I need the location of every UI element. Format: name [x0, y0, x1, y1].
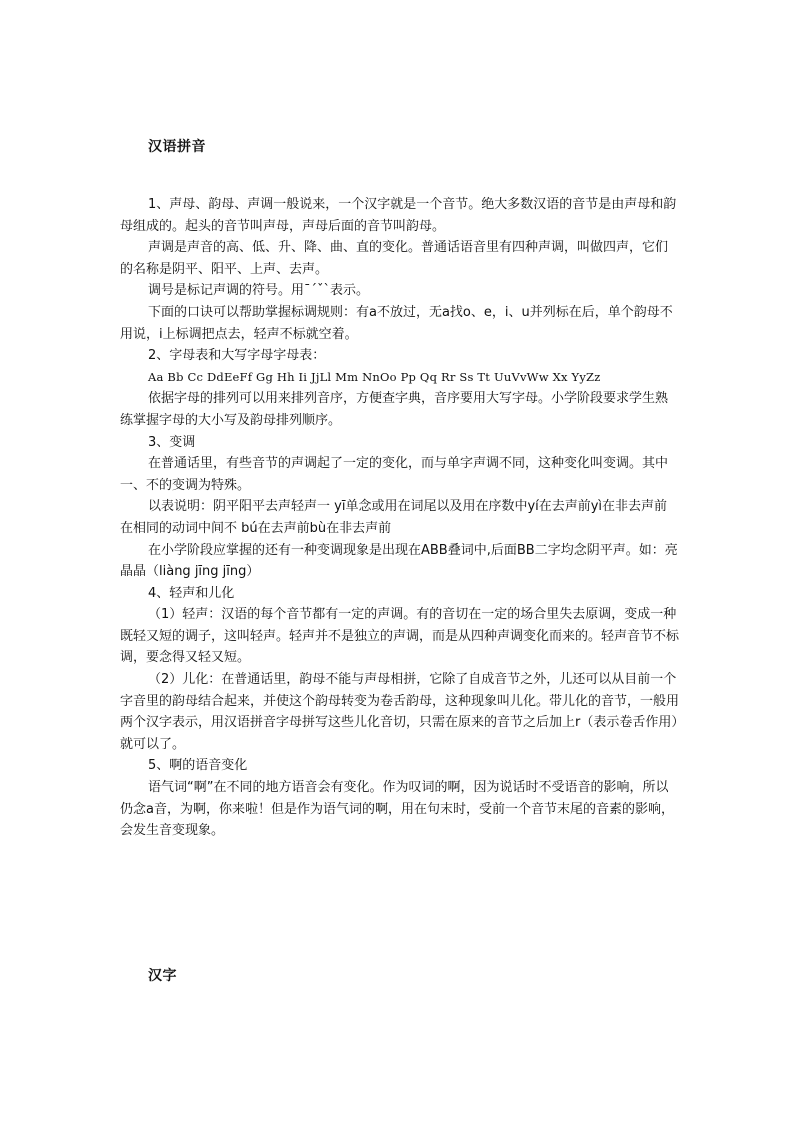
paragraph-tone-sandhi: 在普通话里，有些音节的声调起了一定的变化，而与单字声调不同，这种变化叫变调。其中一、不的变调为特殊。 — [120, 456, 669, 493]
paragraph-initials-finals: 1、声母、韵母、声调一般说来，一个汉字就是一个音节。绝大多数汉语的音节是由声母和韵母组成的。起头的音节叫声母，声母后面的音节叫韵母。 — [120, 197, 677, 234]
paragraph-alphabet-usage: 依据字母的排列可以用来排列音序，方便查字典，音序要用大写字母。小学阶段要求学生熟练掌握字母的大小写及韵母排列顺序。 — [120, 391, 669, 428]
paragraph-tone-rules: 下面的口诀可以帮助掌握标调规则：有a不放过，无a找o、e，i、u并列标在后，单个韵母不用说，i上标调把点去，轻声不标就空着。 — [120, 304, 673, 342]
paragraph-neutral-erhua-heading: 4、轻声和儿化 — [148, 585, 235, 601]
paragraph-abb-reduplication: 在小学阶段应掌握的还有一种变调现象是出现在ABB叠词中,后面BB二字均念阴平声。如：亮晶晶（liàng jīng jīng） — [120, 542, 678, 580]
paragraph-alphabet: Aa Bb Cc DdEeFf Gg Hh Ii JjLl Mm NnOo Pp Qq Rr Ss Tt UuVvWw Xx YyZz — [148, 369, 601, 384]
paragraph-tones: 声调是声音的高、低、升、降、曲、直的变化。普通话语音里有四种声调，叫做四声，它们的名称是阴平、阳平、上声、去声。 — [120, 240, 669, 277]
paragraph-erhua: （2）儿化：在普通话里，韵母不能与声母相拼，它除了自成音节之外，儿还可以从目前一个字音里的韵母结合起来，并使这个韵母转变为卷舌韵母，这种现象叫儿化。带儿化的音节，一般用两个汉字表示，用汉语拼音字母拼写这些儿化音切，只需在原来的音节之后加上r（表示卷舌作用）就可以了。 — [120, 672, 680, 752]
paragraph-a-change-heading: 5、啊的语音变化 — [148, 758, 248, 774]
paragraph-neutral-tone: （1）轻声：汉语的每个音节都有一定的声调。有的音切在一定的场合里失去原调，变成一种既轻又短的调子，这叫轻声。轻声并不是独立的声调，而是从四种声调变化而来的。轻声音节不标调，要念得又轻又短。 — [120, 607, 680, 666]
paragraph-tone-sandhi-heading: 3、变调 — [148, 434, 196, 450]
paragraph-a-change: 语气词“啊”在不同的地方语音会有变化。作为叹词的啊，因为说话时不受语音的影响，所以仍念a音，为啊，你来啦！但是作为语气词的啊，用在句末时，受前一个音节末尾的音素的影响，会发生音变现象。 — [120, 780, 674, 839]
section-title-pinyin: 汉语拼音 — [148, 139, 206, 155]
paragraph-tone-marks: 调号是标记声调的符号。用ˉˊˇˋ表示。 — [148, 283, 370, 299]
paragraph-tone-sandhi-table: 以表说明：阴平阳平去声轻声一 yī单念或用在词尾以及用在序数中yí在去声前yì在非去声前在相同的动词中间不 bú在去声前bù在非去声前 — [120, 499, 668, 536]
pinyin-content — [120, 194, 680, 842]
section-title-hanzi: 汉字 — [148, 968, 177, 984]
paragraph-alphabet-heading: 2、字母表和大写字母字母表： — [148, 348, 326, 364]
